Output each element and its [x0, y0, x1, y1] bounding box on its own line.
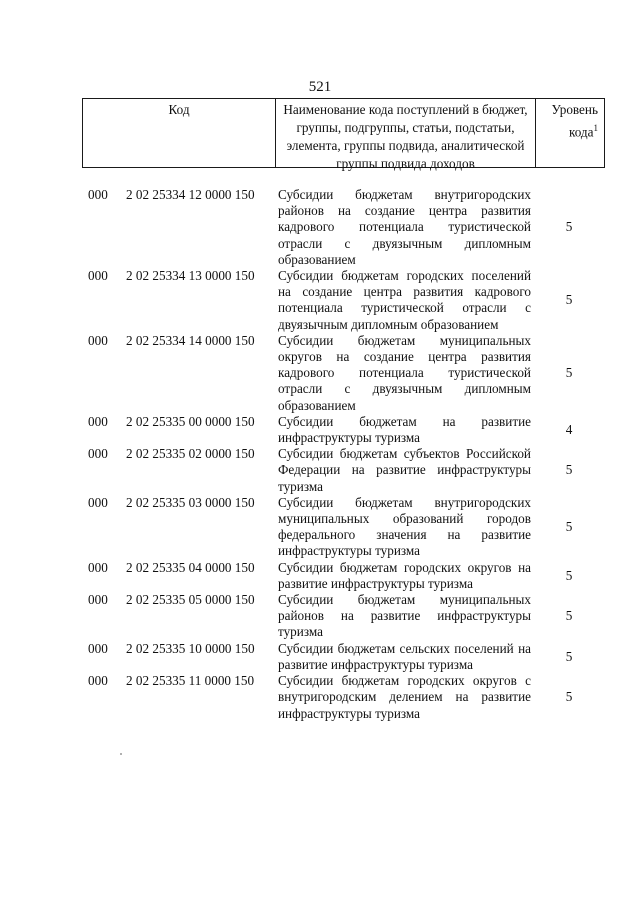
revenue-code: 2 02 25335 00 0000 150: [126, 413, 255, 429]
admin-code: 000: [88, 673, 108, 689]
admin-code: 000: [88, 559, 108, 575]
table-header: [82, 98, 605, 171]
code-level: 5: [565, 365, 573, 381]
admin-code: 000: [88, 640, 108, 656]
code-level: 4: [565, 421, 573, 437]
table-row: [0, 333, 640, 414]
code-level: 5: [565, 608, 573, 624]
table-row: [0, 414, 640, 446]
table-row: [0, 495, 640, 560]
revenue-code: 2 02 25334 14 0000 150: [126, 332, 255, 348]
header-name-column: Наименование кода поступлений в бюджет, группы, подгруппы, статьи, подстатьи, элемента, группы подвида, аналитической группы подвида доходов: [276, 99, 536, 167]
table-body: [0, 187, 640, 722]
table-row: [0, 187, 640, 268]
table-row: [0, 673, 640, 722]
code-level: 5: [565, 519, 573, 535]
code-level: 5: [565, 689, 573, 705]
revenue-name: Субсидии бюджетам городских округов с внутригородским делением на развитие инфраструктуры туризма: [278, 673, 531, 721]
admin-code: 000: [88, 494, 108, 510]
code-level: 5: [565, 292, 573, 308]
revenue-name: Субсидии бюджетам муниципальных округов на создание центра развития кадрового потенциала туристической отрасли с двуязычным дипломным образованием: [278, 332, 531, 413]
revenue-name: Субсидии бюджетам субъектов Российской Федерации на развитие инфраструктуры туризма: [278, 446, 531, 494]
code-level: 5: [565, 648, 573, 664]
revenue-name: Субсидии бюджетам на развитие инфраструктуры туризма: [278, 413, 531, 446]
header-code-column: Код: [83, 99, 276, 167]
table-row: [0, 592, 640, 641]
revenue-code: 2 02 25335 03 0000 150: [126, 494, 255, 510]
admin-code: 000: [88, 592, 108, 608]
revenue-code: 2 02 25335 10 0000 150: [126, 640, 255, 656]
header-level-label: Уровень кода: [551, 102, 598, 140]
revenue-name: Субсидии бюджетам городских округов на развитие инфраструктуры туризма: [278, 559, 531, 591]
revenue-code: 2 02 25335 05 0000 150: [126, 592, 255, 608]
header-level-column: [536, 99, 604, 167]
code-level: 5: [565, 219, 573, 235]
revenue-code: 2 02 25334 13 0000 150: [126, 268, 255, 284]
revenue-name: Субсидии бюджетам городских поселений на создание центра развития кадрового потенциала туристической отрасли с двуязычным дипломным образованием: [278, 268, 531, 332]
header-level-footnote: 1: [593, 123, 598, 133]
code-level: 5: [565, 462, 573, 478]
table-row: [0, 268, 640, 333]
admin-code: 000: [88, 446, 108, 462]
revenue-code: 2 02 25334 12 0000 150: [126, 187, 255, 202]
admin-code: 000: [88, 332, 108, 348]
revenue-name: Субсидии бюджетам муниципальных районов на развитие инфраструктуры туризма: [278, 592, 531, 640]
admin-code: 000: [88, 268, 108, 284]
table-row: [0, 641, 640, 673]
revenue-code: 2 02 25335 11 0000 150: [126, 673, 255, 689]
revenue-code: 2 02 25335 02 0000 150: [126, 446, 255, 462]
admin-code: 000: [88, 413, 108, 429]
scan-speck: [120, 753, 122, 755]
table-row: [0, 560, 640, 592]
revenue-code: 2 02 25335 04 0000 150: [126, 559, 255, 575]
admin-code: 000: [88, 187, 108, 202]
revenue-name: Субсидии бюджетам сельских поселений на развитие инфраструктуры туризма: [278, 640, 531, 672]
revenue-name: Субсидии бюджетам внутригородских районов на создание центра развития кадрового потенциала туристической отрасли с двуязычным дипломным образованием: [278, 187, 531, 267]
page-number: 521: [308, 79, 332, 95]
table-row: [0, 446, 640, 495]
revenue-name: Субсидии бюджетам внутригородских муниципальных образований городов федерального значения на развитие инфраструктуры туризма: [278, 494, 531, 559]
code-level: 5: [565, 567, 573, 583]
